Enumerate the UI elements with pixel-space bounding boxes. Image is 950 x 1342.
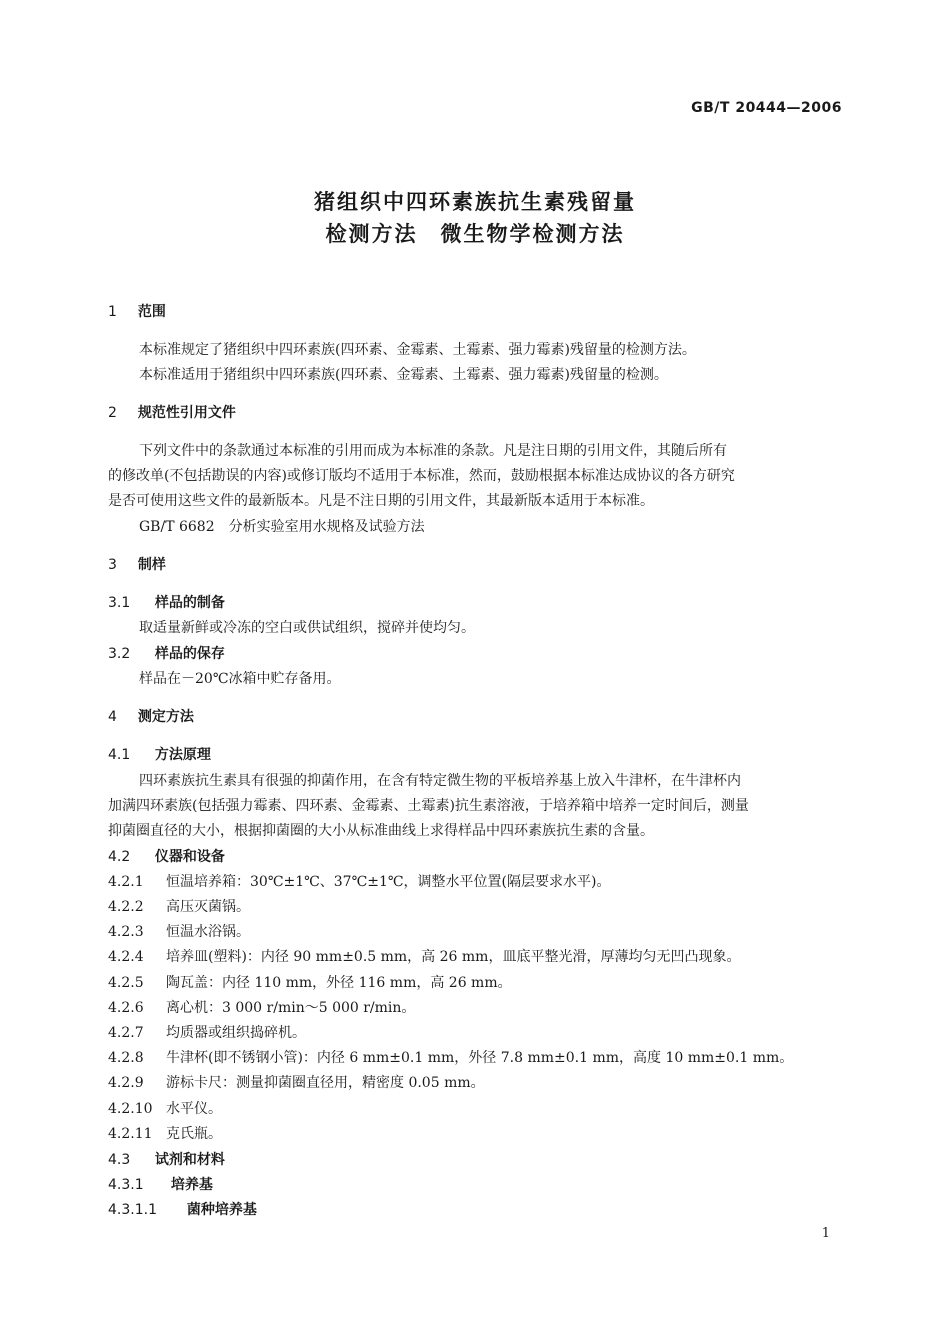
subsection-4-2-heading — [108, 846, 225, 866]
equipment-item — [108, 946, 740, 966]
section-number: 2 — [108, 405, 117, 421]
paragraph-line: 是否可使用这些文件的最新版本。凡是不注日期的引用文件，其最新版本适用于本标准。 — [108, 493, 654, 509]
section-title: 菌种培养基 — [186, 1202, 257, 1218]
equipment-item — [108, 1123, 222, 1143]
item-text: 均质器或组织捣碎机。 — [166, 1025, 306, 1041]
item-text: 高压灭菌锅。 — [166, 899, 250, 915]
item-text: 陶瓦盖：内径 110 mm，外径 116 mm，高 26 mm。 — [166, 975, 512, 991]
normative-reference: GB/T 6682 分析实验室用水规格及试验方法 — [139, 519, 425, 535]
item-number: 4.2.11 — [108, 1126, 153, 1142]
section-title: 样品的制备 — [154, 595, 225, 611]
paragraph-line: 加满四环素族(包括强力霉素、四环素、金霉素、土霉素)抗生素溶液，于培养箱中培养一定时间后，测量 — [108, 798, 749, 814]
subsection-4-3-1-heading — [108, 1174, 213, 1194]
section-title: 制样 — [137, 557, 166, 573]
section-title: 范围 — [137, 304, 166, 320]
section-title: 方法原理 — [154, 747, 211, 763]
title-line-1: 猪组织中四环素族抗生素残留量 — [314, 190, 636, 214]
section-number: 4.3.1 — [108, 1177, 144, 1193]
paragraph-line: 的修改单(不包括勘误的内容)或修订版均不适用于本标准，然而，鼓励根据本标准达成协议的各方研究 — [108, 468, 735, 484]
paragraph: 本标准适用于猪组织中四环素族(四环素、金霉素、土霉素、强力霉素)残留量的检测。 — [139, 367, 668, 383]
title-line-2: 检测方法 微生物学检测方法 — [325, 222, 625, 246]
item-number: 4.2.10 — [108, 1101, 153, 1117]
subsection-4-3-heading — [108, 1149, 225, 1169]
equipment-item — [108, 871, 610, 891]
subsection-4-1-heading — [108, 744, 211, 764]
item-number: 4.2.9 — [108, 1075, 144, 1091]
paragraph-line: 下列文件中的条款通过本标准的引用而成为本标准的条款。凡是注日期的引用文件，其随后所有 — [139, 443, 727, 459]
equipment-item — [108, 1047, 793, 1067]
equipment-item — [108, 1022, 306, 1042]
item-text: 培养皿(塑料)：内径 90 mm±0.5 mm，高 26 mm，皿底平整光滑，厚薄均匀无凹凸现象。 — [166, 949, 741, 965]
section-number: 4.3 — [108, 1152, 131, 1168]
subsection-4-3-1-1-heading — [108, 1199, 257, 1219]
section-3-heading — [108, 554, 166, 574]
paragraph-line: 抑菌圈直径的大小，根据抑菌圈的大小从标准曲线上求得样品中四环素族抗生素的含量。 — [108, 823, 654, 839]
item-text: 克氏瓶。 — [166, 1126, 222, 1142]
item-number: 4.2.7 — [108, 1025, 144, 1041]
section-title: 测定方法 — [137, 709, 194, 725]
subsection-3-1-heading — [108, 592, 225, 612]
standard-number: GB/T 20444—2006 — [691, 100, 842, 116]
paragraph: 本标准规定了猪组织中四环素族(四环素、金霉素、土霉素、强力霉素)残留量的检测方法。 — [139, 342, 696, 358]
section-number: 4.2 — [108, 849, 131, 865]
section-2-heading — [108, 402, 236, 422]
section-number: 4.1 — [108, 747, 131, 763]
item-number: 4.2.1 — [108, 874, 144, 890]
equipment-item — [108, 1072, 485, 1092]
section-4-heading — [108, 706, 194, 726]
equipment-item — [108, 896, 250, 916]
equipment-item — [108, 921, 250, 941]
item-number: 4.2.6 — [108, 1000, 144, 1016]
section-title: 样品的保存 — [154, 646, 225, 662]
item-number: 4.2.4 — [108, 949, 144, 965]
section-1-heading — [108, 301, 166, 321]
item-text: 水平仪。 — [166, 1101, 222, 1117]
equipment-item — [108, 997, 415, 1017]
page-number: 1 — [821, 1226, 830, 1241]
section-number: 3.2 — [108, 646, 131, 662]
item-text: 离心机：3 000 r/min～5 000 r/min。 — [166, 1000, 416, 1016]
item-text: 牛津杯(即不锈钢小管)：内径 6 mm±0.1 mm，外径 7.8 mm±0.1 mm，高度 10 mm±0.1 mm。 — [166, 1050, 794, 1066]
subsection-3-2-heading — [108, 643, 225, 663]
equipment-item — [108, 1098, 222, 1118]
section-number: 3.1 — [108, 595, 131, 611]
section-title: 仪器和设备 — [154, 849, 225, 865]
paragraph: 取适量新鲜或冷冻的空白或供试组织，搅碎并使均匀。 — [139, 620, 475, 636]
equipment-item — [108, 972, 512, 992]
item-number: 4.2.5 — [108, 975, 144, 991]
section-number: 4 — [108, 709, 117, 725]
item-text: 恒温水浴锅。 — [166, 924, 250, 940]
paragraph: 样品在－20℃冰箱中贮存备用。 — [139, 671, 341, 687]
item-number: 4.2.8 — [108, 1050, 144, 1066]
item-text: 恒温培养箱：30℃±1℃、37℃±1℃，调整水平位置(隔层要求水平)。 — [166, 874, 611, 890]
section-title: 规范性引用文件 — [137, 405, 236, 421]
section-title: 试剂和材料 — [154, 1152, 225, 1168]
item-number: 4.2.3 — [108, 924, 144, 940]
section-number: 3 — [108, 557, 117, 573]
paragraph-line: 四环素族抗生素具有很强的抑菌作用，在含有特定微生物的平板培养基上放入牛津杯，在牛津杯内 — [139, 773, 741, 789]
item-text: 游标卡尺：测量抑菌圈直径用，精密度 0.05 mm。 — [166, 1075, 485, 1091]
section-title: 培养基 — [170, 1177, 213, 1193]
section-number: 4.3.1.1 — [108, 1202, 157, 1218]
item-number: 4.2.2 — [108, 899, 144, 915]
section-number: 1 — [108, 304, 117, 320]
